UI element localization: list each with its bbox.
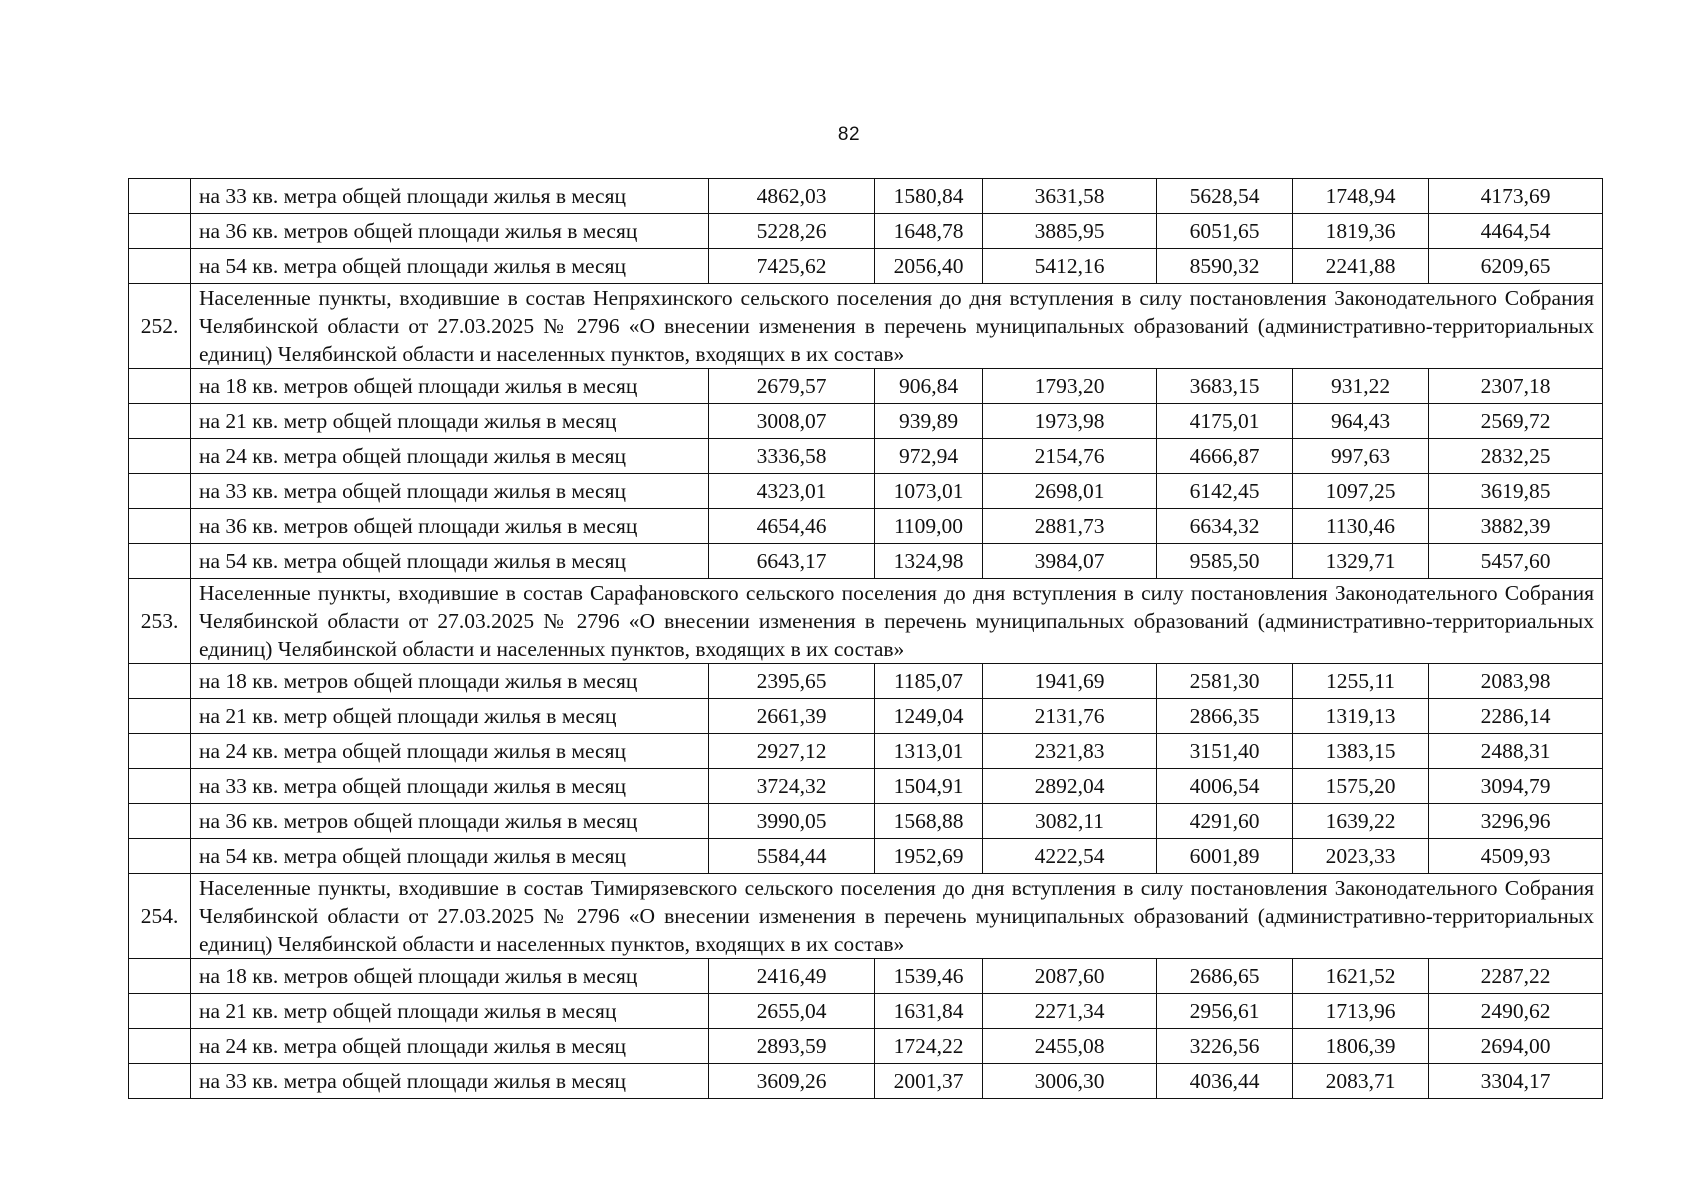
value-cell: 972,94 xyxy=(875,439,983,474)
value-cell: 2694,00 xyxy=(1429,1029,1603,1064)
value-cell: 5457,60 xyxy=(1429,544,1603,579)
row-label: на 36 кв. метров общей площади жилья в месяц xyxy=(191,509,709,544)
value-cell: 4291,60 xyxy=(1157,804,1293,839)
value-cell: 1130,46 xyxy=(1293,509,1429,544)
value-cell: 3226,56 xyxy=(1157,1029,1293,1064)
value-cell: 4173,69 xyxy=(1429,179,1603,214)
row-label: на 54 кв. метра общей площади жилья в месяц xyxy=(191,249,709,284)
value-cell: 1329,71 xyxy=(1293,544,1429,579)
empty-number-cell xyxy=(129,839,191,874)
value-cell: 2581,30 xyxy=(1157,664,1293,699)
value-cell: 1568,88 xyxy=(875,804,983,839)
value-cell: 931,22 xyxy=(1293,369,1429,404)
value-cell: 1941,69 xyxy=(983,664,1157,699)
value-cell: 1097,25 xyxy=(1293,474,1429,509)
value-cell: 2001,37 xyxy=(875,1064,983,1099)
value-cell: 1383,15 xyxy=(1293,734,1429,769)
value-cell: 2881,73 xyxy=(983,509,1157,544)
value-cell: 2131,76 xyxy=(983,699,1157,734)
empty-number-cell xyxy=(129,439,191,474)
value-cell: 906,84 xyxy=(875,369,983,404)
value-cell: 939,89 xyxy=(875,404,983,439)
value-cell: 7425,62 xyxy=(709,249,875,284)
empty-number-cell xyxy=(129,179,191,214)
value-cell: 1580,84 xyxy=(875,179,983,214)
value-cell: 2927,12 xyxy=(709,734,875,769)
section-row xyxy=(129,284,1603,369)
table-row xyxy=(129,544,1603,579)
row-label: на 54 кв. метра общей площади жилья в месяц xyxy=(191,839,709,874)
row-label: на 33 кв. метра общей площади жилья в месяц xyxy=(191,474,709,509)
value-cell: 5628,54 xyxy=(1157,179,1293,214)
empty-number-cell xyxy=(129,214,191,249)
tariff-table xyxy=(128,178,1603,1099)
value-cell: 3006,30 xyxy=(983,1064,1157,1099)
value-cell: 1324,98 xyxy=(875,544,983,579)
value-cell: 2307,18 xyxy=(1429,369,1603,404)
value-cell: 2679,57 xyxy=(709,369,875,404)
table-row xyxy=(129,509,1603,544)
value-cell: 3008,07 xyxy=(709,404,875,439)
table-row xyxy=(129,404,1603,439)
value-cell: 2655,04 xyxy=(709,994,875,1029)
row-label: на 18 кв. метров общей площади жилья в месяц xyxy=(191,959,709,994)
value-cell: 3683,15 xyxy=(1157,369,1293,404)
table-row xyxy=(129,439,1603,474)
value-cell: 2416,49 xyxy=(709,959,875,994)
table-row xyxy=(129,959,1603,994)
value-cell: 4323,01 xyxy=(709,474,875,509)
value-cell: 4666,87 xyxy=(1157,439,1293,474)
section-number: 253. xyxy=(129,579,191,664)
value-cell: 2271,34 xyxy=(983,994,1157,1029)
value-cell: 1973,98 xyxy=(983,404,1157,439)
row-label: на 24 кв. метра общей площади жилья в месяц xyxy=(191,734,709,769)
empty-number-cell xyxy=(129,994,191,1029)
row-label: на 21 кв. метр общей площади жилья в месяц xyxy=(191,699,709,734)
empty-number-cell xyxy=(129,509,191,544)
value-cell: 1748,94 xyxy=(1293,179,1429,214)
value-cell: 1539,46 xyxy=(875,959,983,994)
value-cell: 2083,98 xyxy=(1429,664,1603,699)
row-label: на 21 кв. метр общей площади жилья в месяц xyxy=(191,994,709,1029)
value-cell: 2395,65 xyxy=(709,664,875,699)
value-cell: 2087,60 xyxy=(983,959,1157,994)
value-cell: 5228,26 xyxy=(709,214,875,249)
row-label: на 21 кв. метр общей площади жилья в месяц xyxy=(191,404,709,439)
value-cell: 3631,58 xyxy=(983,179,1157,214)
value-cell: 6634,32 xyxy=(1157,509,1293,544)
value-cell: 1639,22 xyxy=(1293,804,1429,839)
table-row xyxy=(129,839,1603,874)
value-cell: 1255,11 xyxy=(1293,664,1429,699)
value-cell: 6643,17 xyxy=(709,544,875,579)
row-label: на 24 кв. метра общей площади жилья в месяц xyxy=(191,1029,709,1064)
value-cell: 8590,32 xyxy=(1157,249,1293,284)
value-cell: 2321,83 xyxy=(983,734,1157,769)
value-cell: 2956,61 xyxy=(1157,994,1293,1029)
value-cell: 9585,50 xyxy=(1157,544,1293,579)
value-cell: 1073,01 xyxy=(875,474,983,509)
empty-number-cell xyxy=(129,664,191,699)
table-row xyxy=(129,1029,1603,1064)
value-cell: 3990,05 xyxy=(709,804,875,839)
value-cell: 1109,00 xyxy=(875,509,983,544)
value-cell: 1952,69 xyxy=(875,839,983,874)
section-title: Населенные пункты, входившие в состав Сарафановского сельского поселения до дня вступления в силу постановления Законодательного Собрания Челябинской области от 27.03.2025 № 2796 «О внесении изменения в перечень муниципальных образований (административно-территориальных единиц) Челябинской области и населенных пунктов, входящих в их состав» xyxy=(191,579,1603,664)
value-cell: 4006,54 xyxy=(1157,769,1293,804)
empty-number-cell xyxy=(129,1064,191,1099)
value-cell: 4222,54 xyxy=(983,839,1157,874)
value-cell: 5584,44 xyxy=(709,839,875,874)
value-cell: 2488,31 xyxy=(1429,734,1603,769)
table-row xyxy=(129,1064,1603,1099)
table-row xyxy=(129,734,1603,769)
value-cell: 1793,20 xyxy=(983,369,1157,404)
value-cell: 1631,84 xyxy=(875,994,983,1029)
value-cell: 2569,72 xyxy=(1429,404,1603,439)
value-cell: 1713,96 xyxy=(1293,994,1429,1029)
empty-number-cell xyxy=(129,474,191,509)
value-cell: 6209,65 xyxy=(1429,249,1603,284)
value-cell: 4464,54 xyxy=(1429,214,1603,249)
value-cell: 3094,79 xyxy=(1429,769,1603,804)
section-row xyxy=(129,579,1603,664)
value-cell: 2698,01 xyxy=(983,474,1157,509)
value-cell: 2661,39 xyxy=(709,699,875,734)
table-body xyxy=(129,179,1603,1099)
value-cell: 1819,36 xyxy=(1293,214,1429,249)
table-row xyxy=(129,179,1603,214)
value-cell: 2490,62 xyxy=(1429,994,1603,1029)
value-cell: 1249,04 xyxy=(875,699,983,734)
row-label: на 18 кв. метров общей площади жилья в месяц xyxy=(191,664,709,699)
row-label: на 33 кв. метра общей площади жилья в месяц xyxy=(191,769,709,804)
value-cell: 3724,32 xyxy=(709,769,875,804)
empty-number-cell xyxy=(129,544,191,579)
value-cell: 3151,40 xyxy=(1157,734,1293,769)
value-cell: 3885,95 xyxy=(983,214,1157,249)
value-cell: 964,43 xyxy=(1293,404,1429,439)
table-row xyxy=(129,369,1603,404)
value-cell: 1724,22 xyxy=(875,1029,983,1064)
value-cell: 1621,52 xyxy=(1293,959,1429,994)
value-cell: 2287,22 xyxy=(1429,959,1603,994)
empty-number-cell xyxy=(129,769,191,804)
table-row xyxy=(129,699,1603,734)
value-cell: 2023,33 xyxy=(1293,839,1429,874)
value-cell: 2056,40 xyxy=(875,249,983,284)
page-number: 82 xyxy=(837,124,861,145)
section-title: Населенные пункты, входившие в состав Тимирязевского сельского поселения до дня вступления в силу постановления Законодательного Собрания Челябинской области от 27.03.2025 № 2796 «О внесении изменения в перечень муниципальных образований (административно-территориальных единиц) Челябинской области и населенных пунктов, входящих в их состав» xyxy=(191,874,1603,959)
table-row xyxy=(129,249,1603,284)
value-cell: 1648,78 xyxy=(875,214,983,249)
value-cell: 1313,01 xyxy=(875,734,983,769)
empty-number-cell xyxy=(129,1029,191,1064)
value-cell: 4036,44 xyxy=(1157,1064,1293,1099)
table-row xyxy=(129,214,1603,249)
value-cell: 2241,88 xyxy=(1293,249,1429,284)
value-cell: 4509,93 xyxy=(1429,839,1603,874)
value-cell: 997,63 xyxy=(1293,439,1429,474)
section-number: 254. xyxy=(129,874,191,959)
section-row xyxy=(129,874,1603,959)
value-cell: 4175,01 xyxy=(1157,404,1293,439)
table-row xyxy=(129,769,1603,804)
value-cell: 2455,08 xyxy=(983,1029,1157,1064)
empty-number-cell xyxy=(129,404,191,439)
value-cell: 4654,46 xyxy=(709,509,875,544)
empty-number-cell xyxy=(129,734,191,769)
value-cell: 6051,65 xyxy=(1157,214,1293,249)
value-cell: 3619,85 xyxy=(1429,474,1603,509)
empty-number-cell xyxy=(129,699,191,734)
table-row xyxy=(129,664,1603,699)
value-cell: 5412,16 xyxy=(983,249,1157,284)
table-row xyxy=(129,994,1603,1029)
value-cell: 2832,25 xyxy=(1429,439,1603,474)
value-cell: 3984,07 xyxy=(983,544,1157,579)
value-cell: 1504,91 xyxy=(875,769,983,804)
row-label: на 18 кв. метров общей площади жилья в месяц xyxy=(191,369,709,404)
value-cell: 2686,65 xyxy=(1157,959,1293,994)
table-row xyxy=(129,474,1603,509)
empty-number-cell xyxy=(129,249,191,284)
row-label: на 36 кв. метров общей площади жилья в месяц xyxy=(191,214,709,249)
empty-number-cell xyxy=(129,959,191,994)
empty-number-cell xyxy=(129,804,191,839)
value-cell: 3082,11 xyxy=(983,804,1157,839)
value-cell: 3882,39 xyxy=(1429,509,1603,544)
value-cell: 2866,35 xyxy=(1157,699,1293,734)
value-cell: 3304,17 xyxy=(1429,1064,1603,1099)
empty-number-cell xyxy=(129,369,191,404)
value-cell: 6142,45 xyxy=(1157,474,1293,509)
section-title: Населенные пункты, входившие в состав Непряхинского сельского поселения до дня вступления в силу постановления Законодательного Собрания Челябинской области от 27.03.2025 № 2796 «О внесении изменения в перечень муниципальных образований (административно-территориальных единиц) Челябинской области и населенных пунктов, входящих в их состав» xyxy=(191,284,1603,369)
value-cell: 6001,89 xyxy=(1157,839,1293,874)
row-label: на 36 кв. метров общей площади жилья в месяц xyxy=(191,804,709,839)
row-label: на 33 кв. метра общей площади жилья в месяц xyxy=(191,179,709,214)
value-cell: 3336,58 xyxy=(709,439,875,474)
value-cell: 2892,04 xyxy=(983,769,1157,804)
value-cell: 1185,07 xyxy=(875,664,983,699)
section-number: 252. xyxy=(129,284,191,369)
value-cell: 1575,20 xyxy=(1293,769,1429,804)
row-label: на 54 кв. метра общей площади жилья в месяц xyxy=(191,544,709,579)
value-cell: 3296,96 xyxy=(1429,804,1603,839)
value-cell: 2154,76 xyxy=(983,439,1157,474)
value-cell: 1806,39 xyxy=(1293,1029,1429,1064)
value-cell: 2893,59 xyxy=(709,1029,875,1064)
value-cell: 2286,14 xyxy=(1429,699,1603,734)
value-cell: 4862,03 xyxy=(709,179,875,214)
table-row xyxy=(129,804,1603,839)
value-cell: 1319,13 xyxy=(1293,699,1429,734)
row-label: на 24 кв. метра общей площади жилья в месяц xyxy=(191,439,709,474)
value-cell: 3609,26 xyxy=(709,1064,875,1099)
value-cell: 2083,71 xyxy=(1293,1064,1429,1099)
row-label: на 33 кв. метра общей площади жилья в месяц xyxy=(191,1064,709,1099)
